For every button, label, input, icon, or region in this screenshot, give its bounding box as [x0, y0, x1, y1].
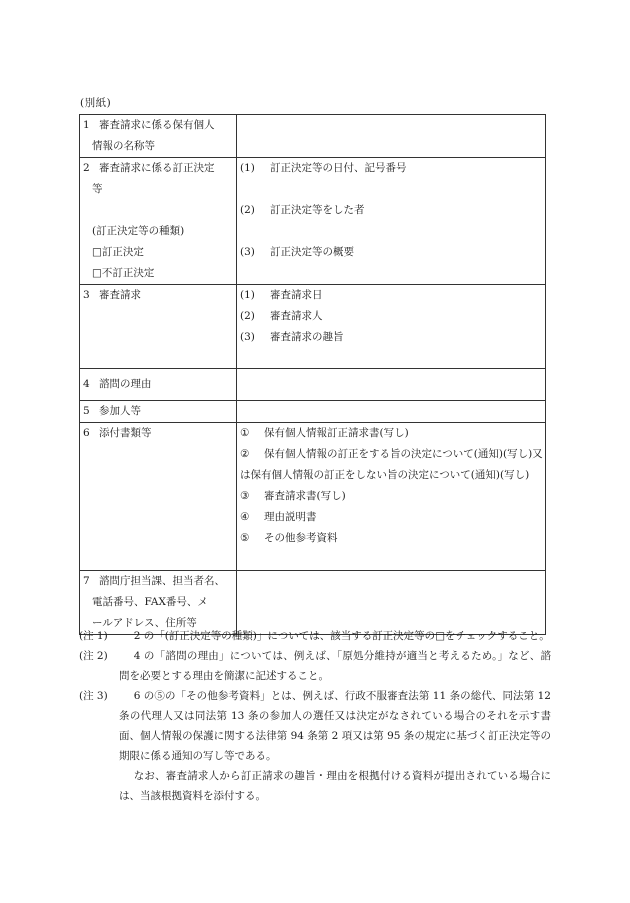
row-4-label-cell	[80, 369, 237, 401]
table-row	[80, 423, 546, 571]
row-6-value-cell	[237, 423, 546, 571]
row-6-label-cell	[80, 423, 237, 571]
item-number: (3)	[240, 246, 255, 258]
item-text: その他参考資料	[264, 532, 338, 544]
table-row	[80, 369, 546, 401]
attachment-label: (別紙)	[80, 97, 112, 109]
row-1-value-cell	[237, 115, 546, 158]
row-label-line: 審査請求	[99, 289, 141, 301]
decision-type-no-correction-option: □不訂正決定	[92, 267, 155, 279]
row-label-line: 電話番号、FAX番号、メ	[92, 596, 208, 608]
decision-type-heading: (訂正決定等の種類)	[92, 225, 185, 237]
table-row	[80, 285, 546, 369]
row-label-line: 参加人等	[99, 405, 141, 417]
note-text: 4 の「諮問の理由」については、例えば、「原処分維持が適当と考えるため。」など、諮問を必要とする理由を簡潔に記述すること。	[119, 650, 551, 682]
note-text: なお、審査請求人から訂正請求の趣旨・理由を根拠付ける資料が提出されている場合には、当該根拠資料を添付する。	[119, 770, 551, 802]
item-number: ⑤	[240, 532, 250, 544]
item-number: (2)	[240, 204, 255, 216]
table-row	[80, 401, 546, 423]
row-5-label-cell	[80, 401, 237, 423]
row-number: 2	[83, 162, 90, 174]
item-number: (1)	[240, 162, 255, 174]
item-number: (1)	[240, 289, 255, 301]
row-number: 5	[83, 405, 90, 417]
item-text: 訂正決定等の概要	[270, 246, 354, 258]
item-text: 審査請求書(写し)	[264, 490, 346, 502]
item-text: 保有個人情報の訂正をする旨の決定について(通知)(写し)又は保有個人情報の訂正をしない旨の決定について(通知)(写し)	[240, 448, 543, 481]
note-text: 2 の「(訂正決定等の種類)」については、該当する訂正決定等の□をチェックすること。	[133, 630, 550, 642]
item-number: ②	[240, 448, 250, 460]
note-tag: (注 1)	[79, 630, 108, 642]
notes-section	[79, 626, 551, 806]
item-number: (2)	[240, 310, 255, 322]
item-number: ④	[240, 511, 250, 523]
row-1-label-cell	[80, 115, 237, 158]
item-text: 審査請求日	[270, 289, 323, 301]
item-text: 保有個人情報訂正請求書(写し)	[264, 427, 409, 439]
row-2-value-cell	[237, 158, 546, 285]
row-label-line: 添付書類等	[99, 427, 152, 439]
row-label-line: 諮問の理由	[99, 378, 152, 390]
row-label-line: 審査請求に係る訂正決定	[99, 162, 215, 174]
row-number: 6	[83, 427, 90, 439]
item-text: 理由説明書	[264, 511, 317, 523]
item-text: 審査請求人	[270, 310, 323, 322]
note-text: 6 の⑤の「その他参考資料」とは、例えば、行政不服審査法第 11 条の総代、同法第 12 条の代理人又は同法第 13 条の参加人の選任又は決定がなされている場合のそれを示す書面、個人情報の保護に関する法律第 94 条第 2 項又は第 95 条の規定に基づく訂正決定等の期限に係る通知の写し等である。	[119, 690, 551, 762]
item-number: (3)	[240, 331, 255, 343]
row-7-label-cell	[80, 571, 237, 635]
row-3-label-cell	[80, 285, 237, 369]
item-text: 訂正決定等の日付、記号番号	[270, 162, 407, 174]
table-row	[80, 158, 546, 285]
row-4-value-cell	[237, 369, 546, 401]
note-2	[79, 646, 551, 686]
item-text: 審査請求の趣旨	[270, 331, 344, 343]
row-2-label-cell	[80, 158, 237, 285]
request-form-table	[79, 114, 546, 635]
row-3-value-cell	[237, 285, 546, 369]
item-text: 訂正決定等をした者	[270, 204, 365, 216]
row-label-line: ールアドレス、住所等	[92, 617, 197, 629]
row-label-line: 情報の名称等	[92, 140, 155, 152]
note-1	[79, 626, 551, 646]
note-tag: (注 2)	[79, 650, 108, 662]
row-5-value-cell	[237, 401, 546, 423]
row-label-line: 審査請求に係る保有個人	[99, 119, 215, 131]
item-number: ①	[240, 427, 250, 439]
row-number: 4	[83, 378, 90, 390]
table-row	[80, 115, 546, 158]
decision-type-correction-option: □訂正決定	[92, 246, 144, 258]
row-number: 1	[83, 119, 90, 131]
row-label-line: 諮問庁担当課、担当者名、	[99, 575, 225, 587]
row-7-value-cell	[237, 571, 546, 635]
item-number: ③	[240, 490, 250, 502]
table-row	[80, 571, 546, 635]
row-label-line: 等	[92, 183, 103, 195]
note-3	[79, 686, 551, 806]
row-number: 7	[83, 575, 90, 587]
row-number: 3	[83, 289, 90, 301]
note-tag: (注 3)	[79, 690, 108, 702]
